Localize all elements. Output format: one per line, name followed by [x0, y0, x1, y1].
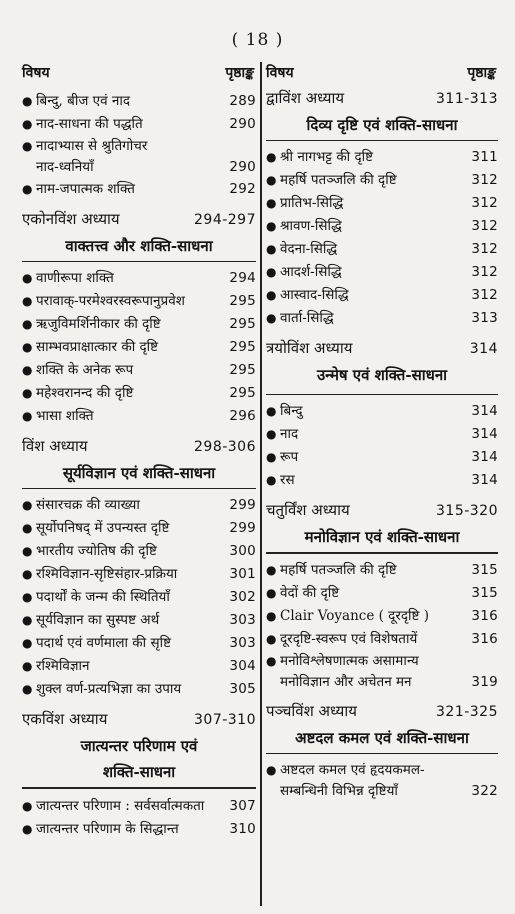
- bullet-icon: ●: [22, 386, 33, 401]
- toc-entry: ● भासा शक्ति 296: [22, 405, 256, 428]
- bullet-icon: ●: [22, 317, 33, 332]
- chapter-heading: द्वाविंश अध्याय 311-313: [266, 89, 498, 107]
- toc-entry: ● आस्वाद-सिद्धि 312: [266, 284, 498, 307]
- chapter-title: सूर्यविज्ञान एवं शक्ति-साधना: [62, 464, 216, 483]
- chapter-title: मनोविज्ञान एवं शक्ति-साधना: [304, 528, 460, 547]
- page-number: ( 18 ): [231, 30, 284, 50]
- bullet-icon: ●: [266, 762, 277, 777]
- bullet-icon: ●: [266, 288, 277, 303]
- bullet-icon: ●: [22, 636, 33, 651]
- bullet-icon: ●: [22, 798, 33, 813]
- chapter-title: दिव्य दृष्टि एवं शक्ति-साधना: [306, 116, 458, 134]
- bullet-icon: ●: [22, 182, 33, 196]
- chapter-title: जात्यन्तर परिणाम एवं: [80, 737, 198, 756]
- toc-entry: ● जात्यन्तर परिणाम : सर्वसर्वात्मकता 307: [22, 795, 256, 818]
- divider: [22, 488, 256, 489]
- bullet-icon: ●: [266, 631, 277, 646]
- toc-entry: ● रूप 314: [266, 446, 498, 469]
- toc-entry: ● ऋजुविमर्शिनीकार की दृष्टि 295: [22, 313, 256, 336]
- bullet-icon: ●: [22, 271, 33, 286]
- bullet-icon: ●: [22, 294, 33, 309]
- divider: [266, 140, 498, 141]
- bullet-icon: ●: [22, 659, 33, 674]
- bullet-icon: ●: [266, 404, 277, 419]
- bullet-icon: ●: [266, 219, 277, 234]
- bullet-icon: ●: [22, 613, 33, 628]
- bullet-icon: ●: [22, 117, 33, 131]
- toc-entry: ● रश्मिविज्ञान-सृष्टिसंहार-प्रक्रिया 301: [22, 563, 256, 586]
- divider: [266, 394, 498, 395]
- toc-entry: ● संसारचक्र की व्याख्या 299: [22, 494, 256, 517]
- divider: [266, 552, 498, 553]
- toc-entry: ● पदार्थों के जन्म की स्थितियाँ 302: [22, 586, 256, 609]
- bullet-icon: ●: [266, 173, 277, 188]
- toc-entry: ● महर्षि पतञ्जलि की दृष्टि 315: [266, 559, 498, 582]
- toc-entry: ● वाणीरूपा शक्ति 294: [22, 267, 256, 290]
- bullet-icon: ●: [266, 653, 277, 668]
- chapter-heading: चतुर्विंश अध्याय 315-320: [266, 501, 498, 520]
- toc-entry: ● सूर्योपनिषद् में उपन्यस्त दृष्टि 299: [22, 517, 256, 540]
- toc-entry: ● शक्ति के अनेक रूप 295: [22, 359, 256, 382]
- toc-entry: ● पदार्थ एवं वर्णमाला की सृष्टि 303: [22, 632, 256, 655]
- bullet-icon: ●: [22, 409, 33, 424]
- bullet-icon: ●: [22, 682, 33, 697]
- chapter-heading: त्रयोविंश अध्याय 314: [266, 339, 498, 358]
- bullet-icon: ●: [266, 427, 277, 442]
- toc-entry: ● रश्मिविज्ञान 304: [22, 655, 256, 678]
- toc-entry: ● अष्टदल कमल एवं हृदयकमल- सम्बन्धिनी विभिन्न दृष्टियाँ 322: [266, 761, 498, 799]
- toc-entry: ● महेश्वरानन्द की दृष्टि 295: [22, 382, 256, 405]
- bullet-icon: ●: [266, 311, 277, 326]
- bullet-icon: ●: [266, 196, 277, 211]
- left-column: [22, 60, 256, 841]
- toc-entry: ● Clair Voyance ( दूरदृष्टि ) 316: [266, 605, 498, 628]
- bullet-icon: ●: [22, 544, 33, 559]
- toc-entry: ● वार्ता-सिद्धि 313: [266, 307, 498, 330]
- toc-entry: ● वेदना-सिद्धि 312: [266, 238, 498, 261]
- bullet-icon: ●: [266, 585, 277, 600]
- toc-entry: ● वेदों की दृष्टि 315: [266, 582, 498, 605]
- chapter-heading: विंश अध्याय 298-306: [22, 437, 256, 456]
- header-page: पृष्ठाङ्क: [467, 64, 496, 81]
- toc-entry: ● दूरदृष्टि-स्वरूप एवं विशेषतायें 316: [266, 628, 498, 651]
- bullet-icon: ●: [22, 498, 33, 513]
- chapter-title: उन्मेष एवं शक्ति-साधना: [316, 366, 448, 385]
- bullet-icon: ●: [266, 473, 277, 488]
- toc-entry: ● भारतीय ज्योतिष की दृष्टि 300: [22, 540, 256, 563]
- column-divider: [260, 62, 262, 906]
- toc-entry: ● नाद-साधना की पद्धति 290: [22, 113, 256, 136]
- bullet-icon: ●: [22, 590, 33, 605]
- bullet-icon: ●: [266, 150, 277, 165]
- bullet-icon: ●: [266, 562, 277, 577]
- toc-entry: ● नादाभ्यास से श्रुतिगोचर नाद-ध्वनियाँ 290: [22, 138, 256, 175]
- toc-entry: ● श्री नागभट्ट की दृष्टि 311: [266, 146, 498, 169]
- toc-entry: ● साम्भवप्राक्षात्कार की दृष्टि 295: [22, 336, 256, 359]
- header-subject: विषय: [22, 64, 50, 81]
- toc-entry: ● शुक्ल वर्ण-प्रत्यभिज्ञा का उपाय 305: [22, 678, 256, 701]
- chapter-heading: एकोनविंश अध्याय 294-297: [22, 210, 256, 228]
- bullet-icon: ●: [266, 242, 277, 257]
- divider: [22, 261, 256, 262]
- chapter-title: वाक्तत्त्व और शक्ति-साधना: [65, 237, 213, 255]
- bullet-icon: ●: [266, 608, 277, 623]
- right-column: [266, 60, 498, 802]
- toc-entry: ● नाम-जपात्मक शक्ति 292: [22, 178, 256, 201]
- bullet-icon: ●: [266, 450, 277, 465]
- divider: [22, 787, 256, 788]
- bullet-icon: ●: [22, 94, 33, 108]
- divider: [266, 753, 498, 754]
- bullet-icon: ●: [22, 521, 33, 536]
- bullet-icon: ●: [22, 821, 33, 836]
- toc-entry: ● श्रावण-सिद्धि 312: [266, 215, 498, 238]
- bullet-icon: ●: [22, 340, 33, 355]
- header-page: पृष्ठाङ्क: [225, 64, 254, 81]
- toc-entry: ● प्रातिभ-सिद्धि 312: [266, 192, 498, 215]
- toc-entry: ● आदर्श-सिद्धि 312: [266, 261, 498, 284]
- toc-entry: ● सूर्यविज्ञान का सुस्पष्ट अर्थ 303: [22, 609, 256, 632]
- bullet-icon: ●: [22, 139, 33, 153]
- toc-entry: ● नाद 314: [266, 423, 498, 446]
- chapter-title: अष्टदल कमल एवं शक्ति-साधना: [295, 728, 469, 747]
- chapter-heading: पञ्चविंश अध्याय 321-325: [266, 701, 498, 720]
- toc-entry: ● महर्षि पतञ्जलि की दृष्टि 312: [266, 169, 498, 192]
- column-header: [22, 60, 256, 84]
- bullet-icon: ●: [266, 265, 277, 280]
- column-header: [266, 60, 498, 84]
- chapter-heading: एकविंश अध्याय 307-310: [22, 710, 256, 729]
- toc-entry: ● रस 314: [266, 469, 498, 492]
- chapter-title-line2: शक्ति-साधना: [102, 763, 176, 782]
- toc-entry: ● जात्यन्तर परिणाम के सिद्धान्त 310: [22, 818, 256, 841]
- toc-entry: ● बिन्दु, बीज एवं नाद 289: [22, 90, 256, 113]
- header-subject: विषय: [266, 64, 294, 81]
- bullet-icon: ●: [22, 567, 33, 582]
- bullet-icon: ●: [22, 363, 33, 378]
- toc-entry: ● मनोविश्लेषणात्मक असामान्य मनोविज्ञान और अचेतन मन 319: [266, 652, 498, 690]
- toc-entry: ● परावाक्-परमेश्वरस्वरूपानुप्रवेश 295: [22, 290, 256, 313]
- toc-entry: ● बिन्दु 314: [266, 400, 498, 423]
